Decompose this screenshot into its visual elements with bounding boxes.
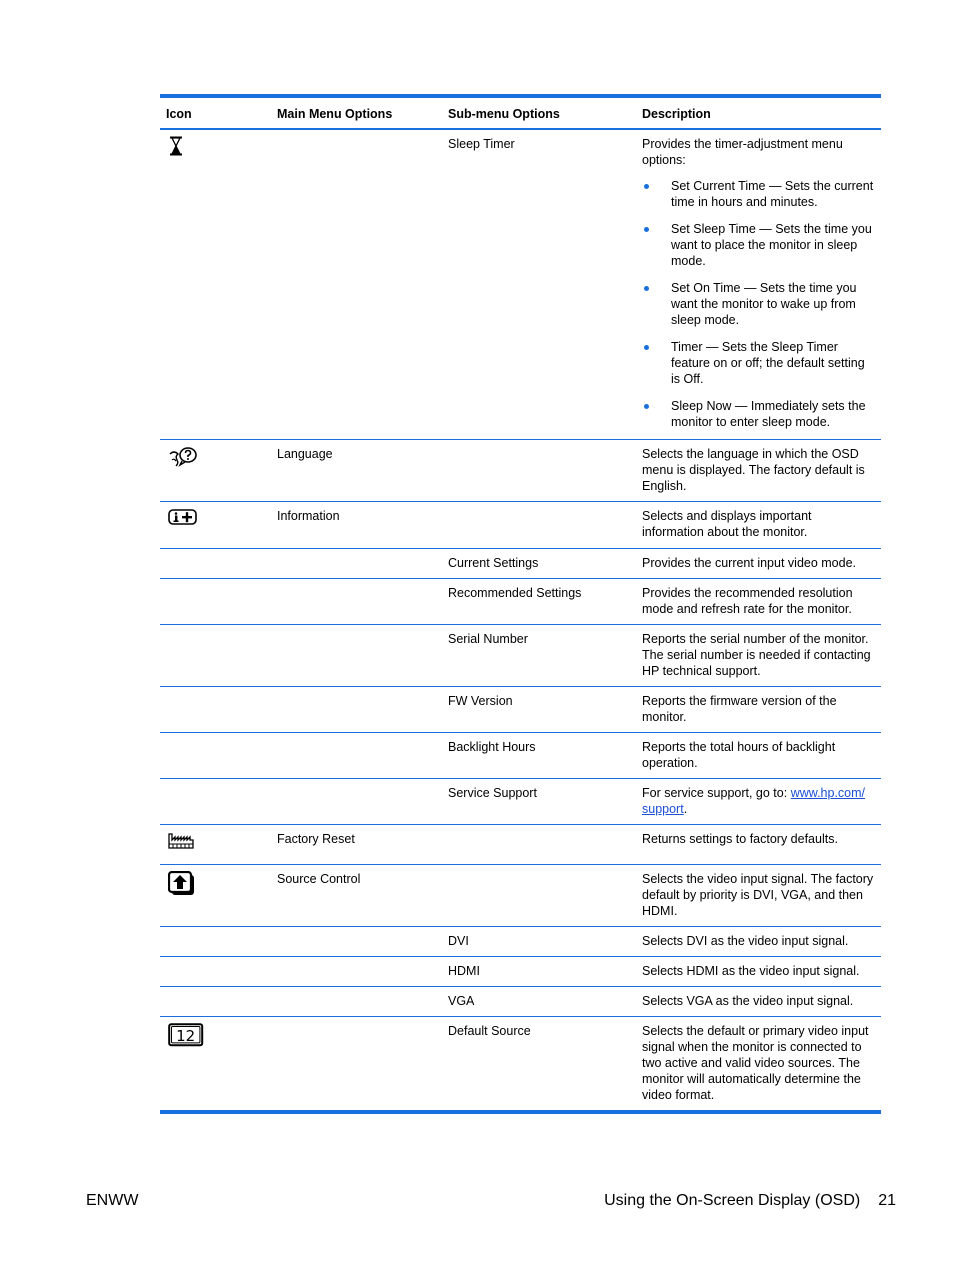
table-row <box>160 864 881 926</box>
icon-cell <box>160 824 271 864</box>
main-menu-cell <box>271 129 442 439</box>
main-menu-cell: Information <box>271 501 442 548</box>
description-cell: Selects the language in which the OSD menu is displayed. The factory default is English. <box>636 439 881 501</box>
sub-menu-cell: Sleep Timer <box>448 137 515 151</box>
icon-cell <box>160 548 271 578</box>
description-cell: Reports the firmware version of the monitor. <box>636 686 881 732</box>
service-support-text: For service support, go to: <box>642 785 791 800</box>
icon-cell <box>160 956 271 986</box>
list-item: Set On Time — Sets the time you want the monitor to wake up from sleep mode. <box>642 280 875 328</box>
description-cell <box>636 778 881 824</box>
table-row <box>160 129 881 439</box>
description-cell: Selects the video input signal. The factory default by priority is DVI, VGA, and then HDMI. <box>636 864 881 926</box>
sub-menu-cell: Backlight Hours <box>442 732 636 778</box>
description-cell: Selects HDMI as the video input signal. <box>636 956 881 986</box>
description-cell: Provides the recommended resolution mode and refresh rate for the monitor. <box>636 578 881 624</box>
list-item: Set Current Time — Sets the current time in hours and minutes. <box>642 178 875 210</box>
main-menu-cell <box>271 624 442 686</box>
sub-menu-cell: Default Source <box>442 1016 636 1110</box>
icon-cell <box>160 926 271 956</box>
table-row <box>160 501 881 548</box>
service-support-suffix: . <box>683 801 688 816</box>
description-cell: Selects VGA as the video input signal. <box>636 986 881 1016</box>
language-icon <box>168 446 198 468</box>
information-icon <box>168 508 198 526</box>
table-row <box>160 439 881 501</box>
osd-options-table <box>160 98 881 1110</box>
sub-menu-cell: HDMI <box>442 956 636 986</box>
table-row <box>160 686 881 732</box>
main-menu-cell <box>271 686 442 732</box>
osd-options-table-wrapper <box>160 94 881 1114</box>
icon-cell <box>160 686 271 732</box>
icon-cell <box>160 986 271 1016</box>
icon-cell <box>160 578 271 624</box>
main-menu-cell <box>271 1016 442 1110</box>
main-menu-cell <box>271 986 442 1016</box>
icon-cell <box>160 129 271 439</box>
table-row <box>160 956 881 986</box>
page-number: 21 <box>878 1192 896 1209</box>
sub-menu-cell <box>442 824 636 864</box>
description-cell: Reports the serial number of the monitor. The serial number is needed if contacting HP technical support. <box>636 624 881 686</box>
sub-menu-cell: Current Settings <box>442 548 636 578</box>
main-menu-cell <box>271 548 442 578</box>
main-menu-cell: Language <box>271 439 442 501</box>
sub-menu-cell: DVI <box>442 926 636 956</box>
sub-menu-cell <box>442 501 636 548</box>
icon-cell <box>160 624 271 686</box>
table-row <box>160 824 881 864</box>
sub-menu-cell <box>442 439 636 501</box>
sub-menu-cell: Recommended Settings <box>442 578 636 624</box>
sleep-timer-bullets <box>642 178 875 430</box>
icon-cell <box>160 439 271 501</box>
table-row <box>160 624 881 686</box>
hp-support-link[interactable]: www.hp.com/ support <box>642 785 866 816</box>
table-row <box>160 778 881 824</box>
main-menu-cell <box>271 956 442 986</box>
table-row <box>160 578 881 624</box>
main-menu-cell: Factory Reset <box>271 824 442 864</box>
header-sub-menu-options: Sub-menu Options <box>442 98 636 129</box>
default-source-icon <box>168 1023 204 1047</box>
description-cell <box>636 129 881 439</box>
sub-menu-cell <box>442 864 636 926</box>
icon-cell <box>160 732 271 778</box>
sleep-timer-description: Provides the timer-adjustment menu options: <box>642 137 843 167</box>
description-cell: Returns settings to factory defaults. <box>636 824 881 864</box>
header-icon: Icon <box>160 98 271 129</box>
description-cell: Selects DVI as the video input signal. <box>636 926 881 956</box>
table-row <box>160 986 881 1016</box>
sub-menu-cell: Service Support <box>442 778 636 824</box>
table-row <box>160 732 881 778</box>
main-menu-cell <box>271 578 442 624</box>
main-menu-cell: Source Control <box>271 864 442 926</box>
footer-section-title: Using the On-Screen Display (OSD) <box>604 1192 861 1209</box>
description-cell: Provides the current input video mode. <box>636 548 881 578</box>
table-row <box>160 926 881 956</box>
table-row <box>160 1016 881 1110</box>
source-control-icon <box>168 871 196 897</box>
hourglass-icon <box>168 136 184 156</box>
factory-icon <box>168 831 194 849</box>
main-menu-cell <box>271 732 442 778</box>
sub-menu-cell: VGA <box>442 986 636 1016</box>
sub-menu-cell: FW Version <box>442 686 636 732</box>
list-item: Set Sleep Time — Sets the time you want to place the monitor in sleep mode. <box>642 221 875 269</box>
table-row <box>160 548 881 578</box>
header-main-menu-options: Main Menu Options <box>271 98 442 129</box>
table-header-row <box>160 98 881 129</box>
list-item: Sleep Now — Immediately sets the monitor to enter sleep mode. <box>642 398 875 430</box>
icon-cell <box>160 778 271 824</box>
icon-cell <box>160 501 271 548</box>
main-menu-cell <box>271 778 442 824</box>
icon-cell <box>160 864 271 926</box>
description-cell: Reports the total hours of backlight operation. <box>636 732 881 778</box>
footer-right <box>604 1192 896 1210</box>
footer-left-label: ENWW <box>86 1192 139 1209</box>
list-item: Timer — Sets the Sleep Timer feature on or off; the default setting is Off. <box>642 339 875 387</box>
sub-menu-cell: Serial Number <box>442 624 636 686</box>
icon-cell <box>160 1016 271 1110</box>
description-cell: Selects and displays important information about the monitor. <box>636 501 881 548</box>
header-description: Description <box>636 98 881 129</box>
description-cell: Selects the default or primary video input signal when the monitor is connected to two active and valid video sources. The monitor will automatically determine the video format. <box>636 1016 881 1110</box>
default-source-icon-text: 12 <box>176 1026 196 1045</box>
main-menu-cell <box>271 926 442 956</box>
